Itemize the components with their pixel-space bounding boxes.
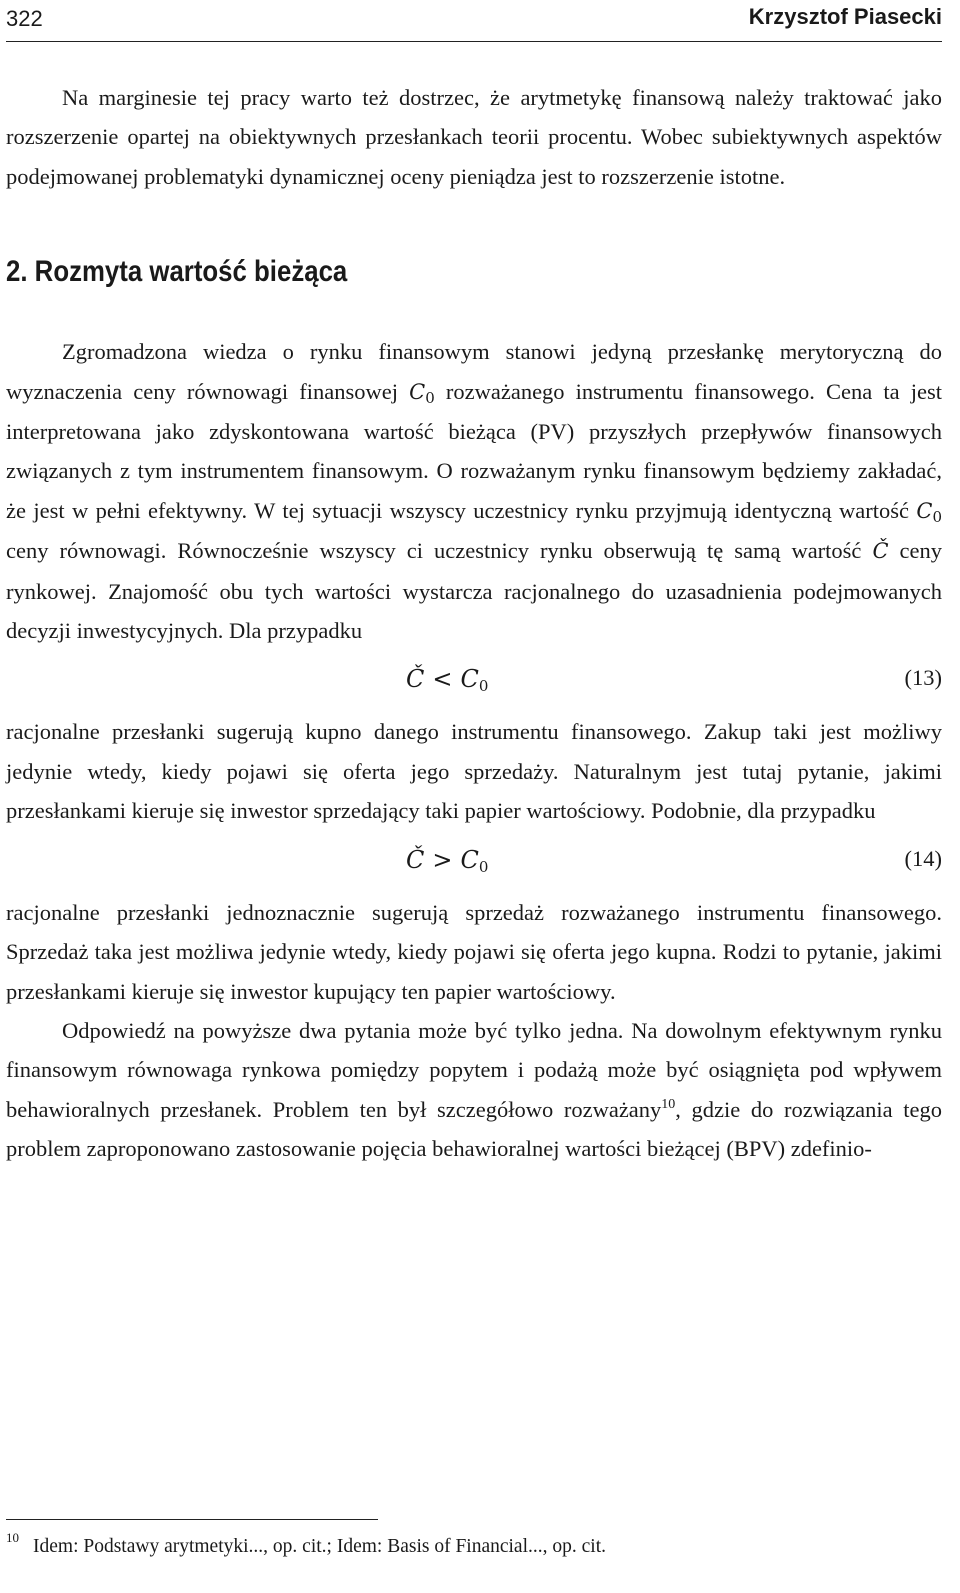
equation-expression: Č > $C_0$	[406, 845, 489, 876]
paragraph-equilibrium-price	[6, 332, 942, 650]
running-head-author: Krzysztof Piasecki	[748, 4, 942, 29]
page-number: 322	[6, 6, 43, 31]
math-symbol: $C_0$	[409, 379, 435, 407]
intro-paragraph: Na marginesie tej pracy warto też dostrzec, że arytmetykę finansową należy traktować jako rozszerzenie opartej na obiektywnych przesłankach teorii procentu. Wobec subiektywnych aspektów podejmowanej problematyki dynamicznej oceny pieniądza jest to rozszerzenie istotne.	[6, 85, 942, 189]
page-header	[6, 0, 942, 40]
equation-number: (13)	[904, 665, 942, 691]
text-run: ceny rynkowej. Znajomość obu tych wartości wystarcza racjonalnego do uzasadnienia podejmowanych decyzji inwestycyjnych. Dla przypadku	[6, 538, 942, 644]
text-run: rozważanego instrumentu finansowego. Cena ta jest interpretowana jako zdyskontowana wartość bieżąca (PV) przyszłych przepływów finansowych związanych z tym instrumentem finansowym. O rozważanym rynku finansowym będziemy zakładać, że jest w pełni efektywny. W tej sytuacji wszyscy uczestnicy rynku przyjmują identyczną wartość	[6, 378, 943, 523]
math-symbol: Č	[872, 539, 889, 564]
equation-expression: Č < $C_0$	[406, 665, 489, 696]
paragraph-buy-case: racjonalne przesłanki sugerują kupno danego instrumentu finansowego. Zakup taki jest możliwy jedynie wtedy, kiedy pojawi się oferta jego sprzedaży. Naturalnym jest tutaj pytanie, jakimi przesłankami kieruje się inwestor sprzedający taki papier wartościowy. Podobnie, dla przypadku	[6, 719, 942, 824]
section-heading: 2. Rozmyta wartość bieżąca	[6, 255, 348, 289]
footnote-text: Idem: Podstawy arytmetyki..., op. cit.; Idem: Basis of Financial..., op. cit.	[33, 1536, 606, 1557]
text-run: ceny równowagi. Równocześnie wszyscy ci uczestnicy rynku obserwują tę samą wartość	[6, 538, 873, 564]
text-run: , gdzie do rozwiązania tego problem zaproponowano zastosowanie pojęcia behawioralnej wartości bieżącej (BPV) zdefinio-	[6, 1096, 942, 1162]
equation-14	[6, 831, 942, 893]
text-run: Zgromadzona wiedza o rynku finansowym stanowi jedyną przesłankę merytoryczną do wyznaczenia ceny równowagi finansowej	[6, 339, 942, 404]
text-run: Odpowiedź na powyższe dwa pytania może być tylko jedna. Na dowolnym efektywnym rynku finansowym równowaga rynkowa pomiędzy popytem i podażą może być osiągnięta pod wpływem behawioralnych przesłanek. Problem ten był szczegółowo rozważany	[6, 1017, 942, 1122]
footnote-reference[interactable]: 10	[661, 1096, 676, 1112]
header-rule	[6, 41, 942, 42]
equation-13	[6, 650, 942, 712]
math-symbol: $C_0$	[916, 498, 942, 526]
page-body	[6, 78, 942, 1169]
equation-number: (14)	[904, 845, 942, 871]
footnote	[6, 1530, 606, 1558]
footnote-marker: 10	[6, 1530, 19, 1545]
paragraph-sell-case: racjonalne przesłanki jednoznacznie sugerują sprzedaż rozważanego instrumentu finansowego. Sprzedaż taka jest możliwa jedynie wtedy, kiedy pojawi się oferta jego kupna. Rodzi to pytanie, jakimi przesłankami kieruje się inwestor kupujący ten papier wartościowy.	[6, 899, 942, 1004]
footnote-rule	[6, 1519, 378, 1520]
paragraph-behavioral	[6, 1011, 942, 1169]
